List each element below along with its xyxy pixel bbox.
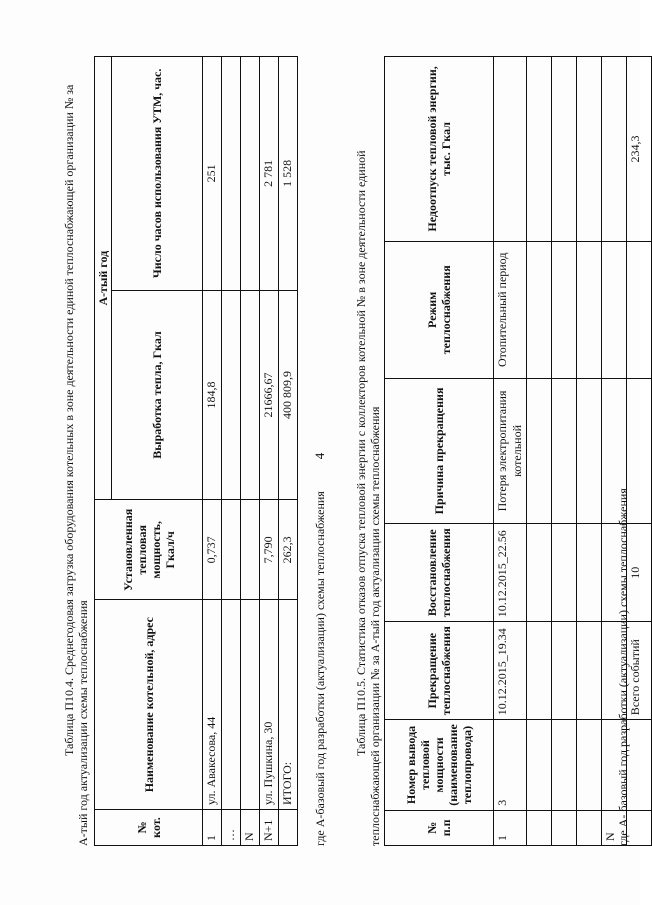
cell-hours [241,57,260,291]
page-number: 4 [312,452,327,460]
cell-reason: Потеря электропитания котельной [494,378,527,524]
table2-note: где А- базовый год разработки (актуализации) схемы теплоснабжения [616,488,630,846]
cell-stop [527,622,552,720]
cell-name: ул. Пушкина, 30 [260,600,279,810]
cell-shortfall [527,57,552,242]
cell-shortfall [602,57,627,242]
cell-hours [222,57,241,291]
cell-output: 400 809,9 [279,290,298,500]
cell-no [577,810,602,845]
cell-power: 262,3 [279,500,298,600]
table-row [552,57,577,846]
cell-shortfall [494,57,527,242]
table2-header-no: № п.п [385,810,494,845]
table-row [203,57,222,846]
table-row [527,57,552,846]
cell-output-no [552,720,577,811]
cell-no: 1 [494,810,527,845]
cell-restore: 10.12.2015_22.56 [494,524,527,622]
table1-caption-line2: А-тый год актуализации схемы теплоснабжения [76,600,90,846]
cell-no: … [222,810,241,846]
table1-caption-line1: Таблица П10.4. Среднегодовая загрузка оборудования котельных в зоне деятельности единой теплоснабжающей организации № за [62,84,76,756]
table1-header-output: Выработка тепла, Гкал [112,290,203,500]
cell-no [527,810,552,845]
cell-stop [577,622,602,720]
cell-no [279,810,298,846]
cell-reason [527,378,552,524]
table2-header-output-no: Номер вывода тепловой мощности (наименование теплопровода) [385,720,494,811]
cell-no: 1 [203,810,222,846]
table-row [577,57,602,846]
cell-mode [577,241,602,378]
table-row [260,57,279,846]
cell-stop: 10.12.2015_19.34 [494,622,527,720]
cell-stop [552,622,577,720]
table-row-total [279,57,298,846]
cell-restore [527,524,552,622]
cell-output: 21666,67 [260,290,279,500]
cell-hours: 1 528 [279,57,298,291]
table-row [241,57,260,846]
table1-header-name: Наименование котельной, адрес [95,600,203,810]
cell-no: N+1 [260,810,279,846]
cell-hours: 2 781 [260,57,279,291]
table2-caption [354,56,382,846]
table1-caption [62,56,90,846]
boiler-load-table [94,56,298,846]
cell-no: N [241,810,260,846]
cell-output-no: 3 [494,720,527,811]
cell-shortfall [552,57,577,242]
table2-header-mode: Режим теплоснабжения [385,241,494,378]
table2-caption-line1: Таблица П10.5. Статистика отказов отпуска тепловой энергии с коллекторов котельной № в зоне деятельности единой [354,150,368,756]
cell-mode [627,241,652,378]
failure-stats-table [384,56,652,846]
table2-caption-line2: теплоснабжающей организации № за А-тый год актуализации схемы теплоснабжения [368,406,382,846]
rotated-sheet [58,56,642,846]
cell-restore [577,524,602,622]
table2-header-reason: Причина прекращения [385,378,494,524]
table1-header-year: А-тый год [95,57,112,500]
cell-mode [527,241,552,378]
cell-mode: Отопительный период [494,241,527,378]
cell-no [552,810,577,845]
cell-name: ул. Авакесова, 44 [203,600,222,810]
cell-output [222,290,241,500]
table1-header-no: № кот. [95,810,203,846]
cell-name [222,600,241,810]
cell-output-no [577,720,602,811]
cell-power: 7,790 [260,500,279,600]
cell-shortfall [577,57,602,242]
cell-name [241,600,260,810]
cell-restore [552,524,577,622]
table2-header-stop: Прекращение теплоснабжения [385,622,494,720]
table2-header-row [385,57,494,846]
cell-power [241,500,260,600]
cell-mode [552,241,577,378]
table1-header-power: Установленная тепловая мощность, Гкал/ч [95,500,203,600]
cell-power: 0,737 [203,500,222,600]
cell-name: ИТОГО: [279,600,298,810]
cell-output: 184,8 [203,290,222,500]
table1-note: где А-базовый год разработки (актуализации) схемы теплоснабжения [313,491,327,846]
table2-header-shortfall: Недоотпуск тепловой энергии, тыс. Гкал [385,57,494,242]
table-row [494,57,527,846]
cell-reason [552,378,577,524]
cell-shortfall: 234,3 [627,57,652,242]
table-row [222,57,241,846]
cell-no: N [602,810,627,845]
table1-header-row [95,57,112,846]
cell-output-no [527,720,552,811]
cell-output [241,290,260,500]
cell-reason [577,378,602,524]
cell-power [222,500,241,600]
table1-header-hours: Число часов использования УТМ, час. [112,57,203,291]
cell-mode [602,241,627,378]
cell-stop: Всего событий [627,622,652,720]
cell-restore: 10 [627,524,652,622]
table2-header-restore: Восстановление теплоснабжения [385,524,494,622]
cell-hours: 251 [203,57,222,291]
